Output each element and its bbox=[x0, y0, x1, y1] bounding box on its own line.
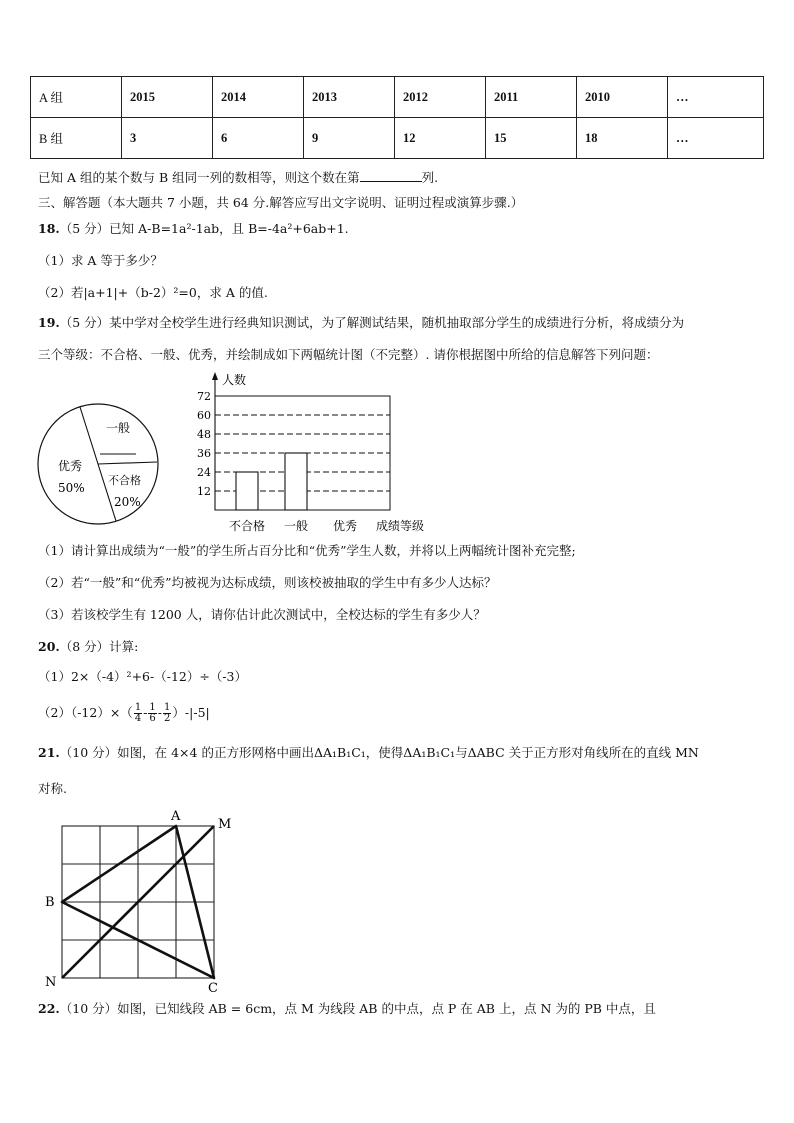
y-tick-label: 36 bbox=[197, 447, 211, 460]
bar-chart bbox=[190, 368, 440, 538]
fraction bbox=[148, 703, 156, 724]
y-tick-label: 24 bbox=[197, 466, 211, 479]
q19-number: 19. bbox=[38, 315, 60, 330]
bar bbox=[285, 453, 307, 510]
table-cell: 12 bbox=[395, 118, 486, 159]
q17-text bbox=[38, 168, 438, 187]
x-axis-label: 成绩等级 bbox=[376, 519, 425, 533]
numerator: 1 bbox=[164, 702, 171, 713]
table-row bbox=[31, 77, 764, 118]
answer-blank bbox=[360, 168, 422, 182]
fraction bbox=[134, 703, 142, 724]
q17-before: 已知 A 组的某个数与 B 组同一列的数相等，则这个数在第 bbox=[38, 170, 360, 185]
q20-text: （8 分）计算: bbox=[59, 639, 139, 654]
denominator: 6 bbox=[149, 713, 156, 724]
fraction bbox=[163, 703, 171, 724]
denominator: 4 bbox=[134, 713, 142, 724]
q19-part1: （1）请计算出成绩为“一般”的学生所占百分比和“优秀”学生人数，并将以上两幅统计图补充完整; bbox=[38, 543, 576, 558]
pie-label-general: 一般 bbox=[106, 421, 131, 435]
q19-text: （5 分）某中学对全校学生进行经典知识测试，为了解测试结果，随机抽取部分学生的成绩进行分析，将成绩分为 bbox=[59, 315, 685, 330]
table-cell: … bbox=[668, 118, 764, 159]
pie-label-fail-pct: 20% bbox=[114, 495, 141, 509]
y-axis-arrow bbox=[212, 372, 218, 380]
table-cell: 2013 bbox=[304, 77, 395, 118]
q20-part2-suffix: ）-|-5| bbox=[172, 705, 210, 720]
q20-number: 20. bbox=[38, 639, 60, 654]
pie-label-excellent: 优秀 bbox=[58, 459, 83, 473]
table-cell: 2010 bbox=[577, 77, 668, 118]
label-a: A bbox=[171, 809, 181, 824]
table-row-label: A 组 bbox=[31, 77, 122, 118]
x-tick-label: 优秀 bbox=[332, 519, 358, 533]
bar-chart-y-ticks bbox=[197, 390, 211, 498]
table-cell: 2012 bbox=[395, 77, 486, 118]
table-cell: 9 bbox=[304, 118, 395, 159]
table-cell: 2015 bbox=[122, 77, 213, 118]
table-cell: 2011 bbox=[486, 77, 577, 118]
q20-part2: （2）（-12）×（ $\frac{1}{4}$ - $\frac{1}{6}$ - $\frac{1}{2}$ ）-|-5| bbox=[38, 702, 210, 724]
table-cell: 6 bbox=[213, 118, 304, 159]
table-cell: 18 bbox=[577, 118, 668, 159]
q21-line2: 对称. bbox=[38, 781, 67, 796]
q20-part1: （1）2×（-4）²+6-（-12）÷（-3） bbox=[38, 669, 247, 684]
pie-label-excellent-pct: 50% bbox=[58, 481, 85, 495]
q22-line1 bbox=[38, 1000, 656, 1018]
table-cell: 2014 bbox=[213, 77, 304, 118]
q19-line1 bbox=[38, 314, 684, 332]
table-row bbox=[31, 118, 764, 159]
q21-text: （10 分）如图，在 4×4 的正方形网格中画出ΔA₁B₁C₁，使得ΔA₁B₁C₁与ΔABC 关于正方形对角线所在的直线 MN bbox=[59, 745, 699, 760]
q18-head bbox=[38, 220, 349, 238]
pie-divider bbox=[98, 464, 116, 521]
x-tick-label: 一般 bbox=[283, 519, 309, 533]
q18-part2: （2）若|a+1|+（b-2）²=0，求 A 的值. bbox=[38, 285, 268, 300]
pie-divider bbox=[98, 462, 157, 464]
bar bbox=[236, 472, 258, 510]
q22-text: （10 分）如图，已知线段 AB = 6cm，点 M 为线段 AB 的中点，点 P 在 AB 上，点 N 为的 PB 中点，且 bbox=[59, 1001, 656, 1016]
label-c: C bbox=[208, 981, 218, 996]
y-tick-label: 60 bbox=[197, 409, 211, 422]
q21-number: 21. bbox=[38, 745, 60, 760]
table-cell: 3 bbox=[122, 118, 213, 159]
q20-part2-prefix: （2）（-12）×（ bbox=[38, 705, 133, 720]
table-cell: 15 bbox=[486, 118, 577, 159]
pie-label-fail: 不合格 bbox=[108, 474, 141, 487]
q18-part1: （1）求 A 等于多少？ bbox=[38, 253, 163, 268]
q17-after: 列. bbox=[421, 170, 439, 185]
y-tick-label: 48 bbox=[197, 428, 211, 441]
y-tick-label: 72 bbox=[197, 390, 211, 403]
q19-line2: 三个等级：不合格、一般、优秀，并绘制成如下两幅统计图（不完整）. 请你根据图中所给的信息解答下列问题： bbox=[38, 347, 659, 362]
q22-number: 22. bbox=[38, 1001, 60, 1016]
numerator: 1 bbox=[149, 702, 156, 713]
y-axis-label: 人数 bbox=[222, 373, 247, 387]
bar-chart-x-ticks bbox=[229, 518, 357, 533]
pie-chart bbox=[36, 400, 166, 530]
q20-head bbox=[38, 638, 138, 656]
x-tick-label: 不合格 bbox=[228, 519, 266, 533]
sequence-table bbox=[30, 76, 764, 159]
table-cell: … bbox=[668, 77, 764, 118]
y-tick-label: 12 bbox=[197, 485, 211, 498]
label-n: N bbox=[45, 975, 57, 990]
bar-chart-bars bbox=[236, 453, 307, 510]
pie-divider bbox=[80, 407, 98, 464]
numerator: 1 bbox=[134, 702, 142, 713]
table-row-label: B 组 bbox=[31, 118, 122, 159]
q19-part3: （3）若该校学生有 1200 人，请你估计此次测试中，全校达标的学生有多少人？ bbox=[38, 607, 486, 622]
q18-number: 18. bbox=[38, 221, 60, 236]
section-3-heading: 三、解答题（本大题共 7 小题，共 64 分.解答应写出文字说明、证明过程或演算步骤.） bbox=[38, 195, 524, 210]
label-m: M bbox=[218, 817, 232, 832]
label-b: B bbox=[45, 895, 55, 910]
q18-text: （5 分）已知 A-B=1a²-1ab，且 B=-4a²+6ab+1. bbox=[59, 221, 349, 236]
q19-part2: （2）若“一般”和“优秀”均被视为达标成绩，则该校被抽取的学生中有多少人达标？ bbox=[38, 575, 497, 590]
grid-figure bbox=[40, 806, 240, 996]
q21-line1 bbox=[38, 744, 699, 762]
denominator: 2 bbox=[164, 713, 171, 724]
